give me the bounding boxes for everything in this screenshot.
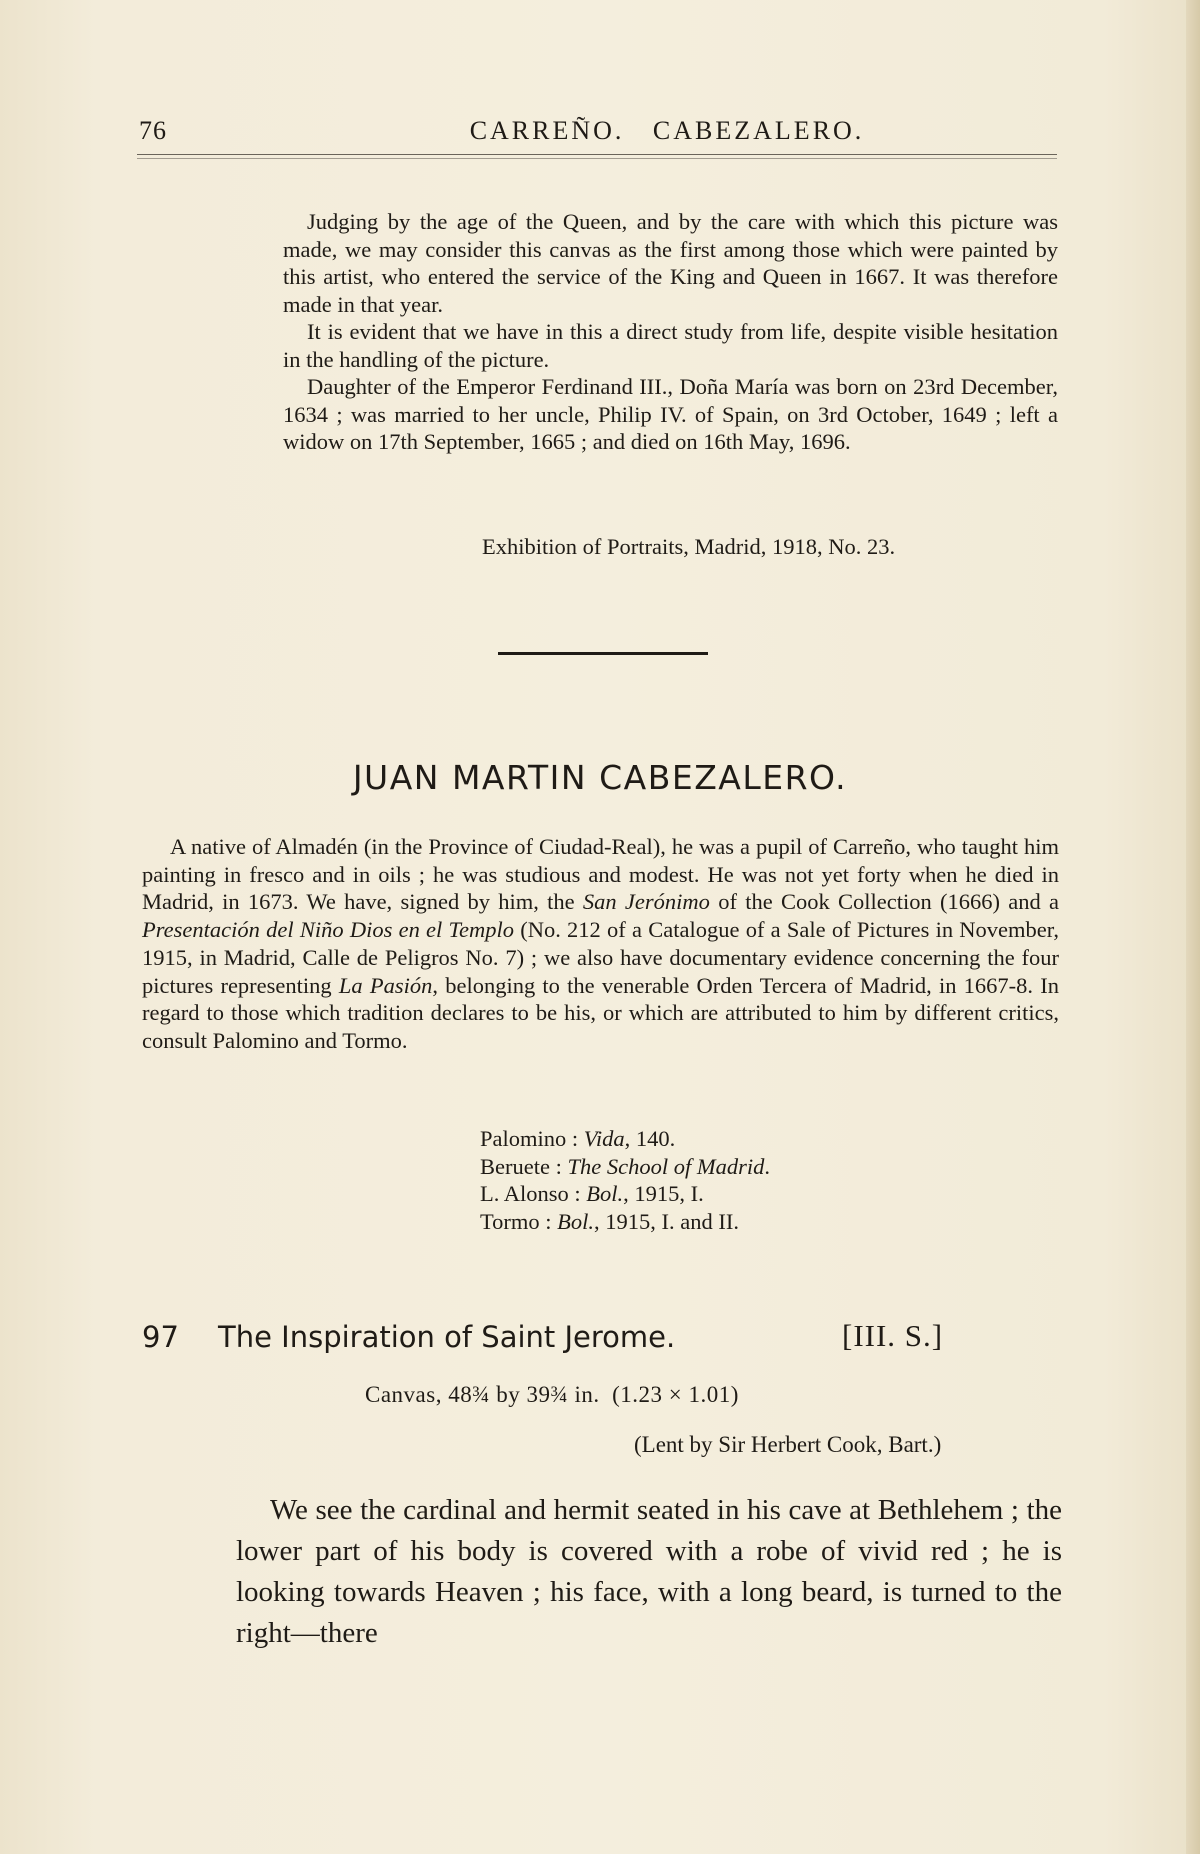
exhibition-reference: Exhibition of Portraits, Madrid, 1918, No. 23.	[482, 534, 896, 559]
bio-work-title: La Pasión	[338, 972, 433, 998]
reference-item	[480, 1153, 770, 1181]
catalogue-code: [III. S.]	[842, 1318, 944, 1353]
catalogue-number: 97	[142, 1320, 179, 1354]
reference-work: The School of Madrid	[567, 1153, 765, 1179]
bio-work-title: San Jerónimo	[582, 889, 710, 915]
reference-work: Bol.	[586, 1181, 624, 1206]
bio-text: (No. 212 of a Catalogue of a Sale of Pictures in November, 1915, in Madrid, Calle de Peligros No. 7) ; we also have documentary evidence concerning the four pictures representing	[142, 917, 1059, 998]
bio-text: of the Cook Collection (1666) and a	[709, 889, 1060, 915]
reference-work: Vida	[583, 1126, 625, 1151]
reference-author: L. Alonso :	[480, 1181, 587, 1206]
lender-credit: (Lent by Sir Herbert Cook, Bart.)	[634, 1432, 942, 1457]
reference-detail: .	[764, 1153, 770, 1179]
reference-author: Tormo :	[480, 1208, 558, 1234]
reference-item	[480, 1208, 770, 1236]
page-header	[137, 108, 1057, 152]
page-number: 76	[139, 116, 167, 145]
biography-paragraph	[142, 833, 1059, 1055]
catalogue-title: The Inspiration of Saint Jerome.	[218, 1320, 676, 1354]
description-paragraph: We see the cardinal and hermit seated in his cave at Bethlehem ; the lower part of his body is covered with a robe of vivid red ; he is looking towards Heaven ; his face, with a long beard, is turned to the right—there	[236, 1494, 1062, 1649]
reference-item	[480, 1125, 770, 1153]
references-list	[480, 1125, 770, 1235]
reference-detail: , 1915, I.	[623, 1181, 704, 1206]
paragraph: It is evident that we have in this a direct study from life, despite visible hesitation in the handling of the picture.	[283, 319, 1058, 372]
reference-item	[480, 1180, 770, 1208]
previous-entry-text	[283, 208, 1058, 456]
bio-text: , belonging to the venerable Orden Tercera of Madrid, in 1667-8. In regard to those which tradition declares to be his, or which are attributed to him by different critics, consult Palomino and Tormo.	[142, 972, 1060, 1053]
reference-work: Bol.	[557, 1208, 595, 1234]
header-rule	[137, 154, 1057, 159]
artist-biography	[142, 833, 1059, 1055]
paragraph: Judging by the age of the Queen, and by the care with which this picture was made, we may consider this canvas as the first among those which were painted by this artist, who entered the service of the King and Queen in 1667. It was therefore made in that year.	[283, 209, 1058, 317]
catalogue-description	[236, 1490, 1062, 1654]
bio-text: A native of Almadén (in the Province of Ciudad-Real), he was a pupil of Carreño, who taught him painting in fresco and in oils ; he was studious and modest. He was not yet forty when he died in Madrid, in 1673. We have, signed by him, the	[142, 834, 1059, 915]
page-edge	[1186, 0, 1200, 1854]
reference-detail: , 1915, I. and II.	[594, 1208, 740, 1234]
paragraph: Daughter of the Emperor Ferdinand III., Doña María was born on 23rd December, 1634 ; was married to her uncle, Philip IV. of Spain, on 3rd October, 1649 ; left a widow on 17th September, 1665 ; and died on 16th May, 1696.	[283, 374, 1058, 454]
reference-author: Palomino :	[480, 1126, 584, 1151]
section-divider	[498, 652, 708, 655]
reference-author: Beruete :	[480, 1153, 568, 1179]
medium-dimensions: Canvas, 48¾ by 39¾ in. (1.23 × 1.01)	[365, 1382, 739, 1407]
artist-title: JUAN MARTIN CABEZALERO.	[352, 758, 848, 797]
running-head: CARREÑO. CABEZALERO.	[469, 116, 865, 145]
bio-work-title: Presentación del Niño Dios en el Templo	[142, 917, 514, 943]
reference-detail: , 140.	[624, 1126, 676, 1151]
